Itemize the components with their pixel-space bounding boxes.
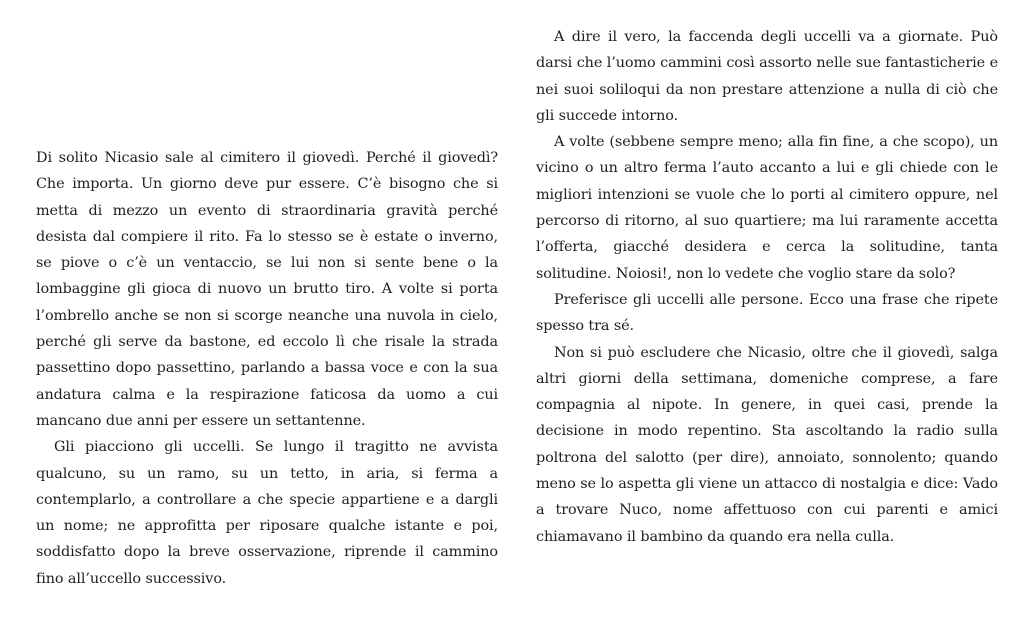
paragraph: A dire il vero, la faccenda degli uccelli va a giornate. Può darsi che l’uomo cammini così assorto nelle sue fantasticherie e nei suoi soliloqui da non prestare attenzione a nulla di ciò che gli succede intorno.	[536, 29, 998, 124]
paragraph: A volte (sebbene sempre meno; alla fin fine, a che scopo), un vicino o un altro ferma l’auto accanto a lui e gli chiede con le migliori intenzioni se vuole che lo porti al cimitero oppure, nel percorso di ritorno, al suo quartiere; ma lui raramente accetta l’offerta, giacché desidera e cerca la solitudine, tanta solitudine. Noiosi!, non lo vedete che voglio stare da solo?	[536, 134, 998, 282]
paragraph: Non si può escludere che Nicasio, oltre che il giovedì, salga altri giorni della settimana, domeniche comprese, a fare compagnia al nipote. In genere, in quei casi, prende la decisione in modo repentino. Sta ascoltando la radio sulla poltrona del salotto (per dire), annoiato, sonnolento; quando meno se lo aspetta gli viene un attacco di nostalgia e dice: Vado a trovare Nuco, nome affettuoso con cui parenti e amici chiamavano il bambino da quando era nella culla.	[536, 344, 998, 545]
paragraph: Gli piacciono gli uccelli. Se lungo il tragitto ne avvista qualcuno, su un ramo, su un tetto, in aria, si ferma a contemplarlo, a controllare a che specie appartiene e a dargli un nome; ne approfitta per riposare qualche istante e poi, soddisfatto dopo la breve osservazione, riprende il cammino fino all’uccello successivo.	[36, 439, 498, 587]
left-page	[36, 145, 498, 592]
paragraph: Preferisce gli uccelli alle persone. Ecco una frase che ripete spesso tra sé.	[536, 291, 998, 335]
right-page	[536, 24, 998, 550]
paragraph: Di solito Nicasio sale al cimitero il giovedì. Perché il giovedì? Che importa. Un giorno deve pur essere. C’è bisogno che si metta di mezzo un evento di straordinaria gravità perché desista dal compiere il rito. Fa lo stesso se è estate o inverno, se piove o c’è un ventaccio, se lui non si sente bene o la lombaggine gli gioca di nuovo un brutto tiro. A volte si porta l’ombrello anche se non si scorge neanche una nuvola in cielo, perché gli serve da bastone, ed eccolo lì che risale la strada passettino dopo passettino, parlando a bassa voce e con la sua andatura calma e la respirazione faticosa da uomo a cui mancano due anni per essere un settantenne.	[36, 150, 498, 429]
